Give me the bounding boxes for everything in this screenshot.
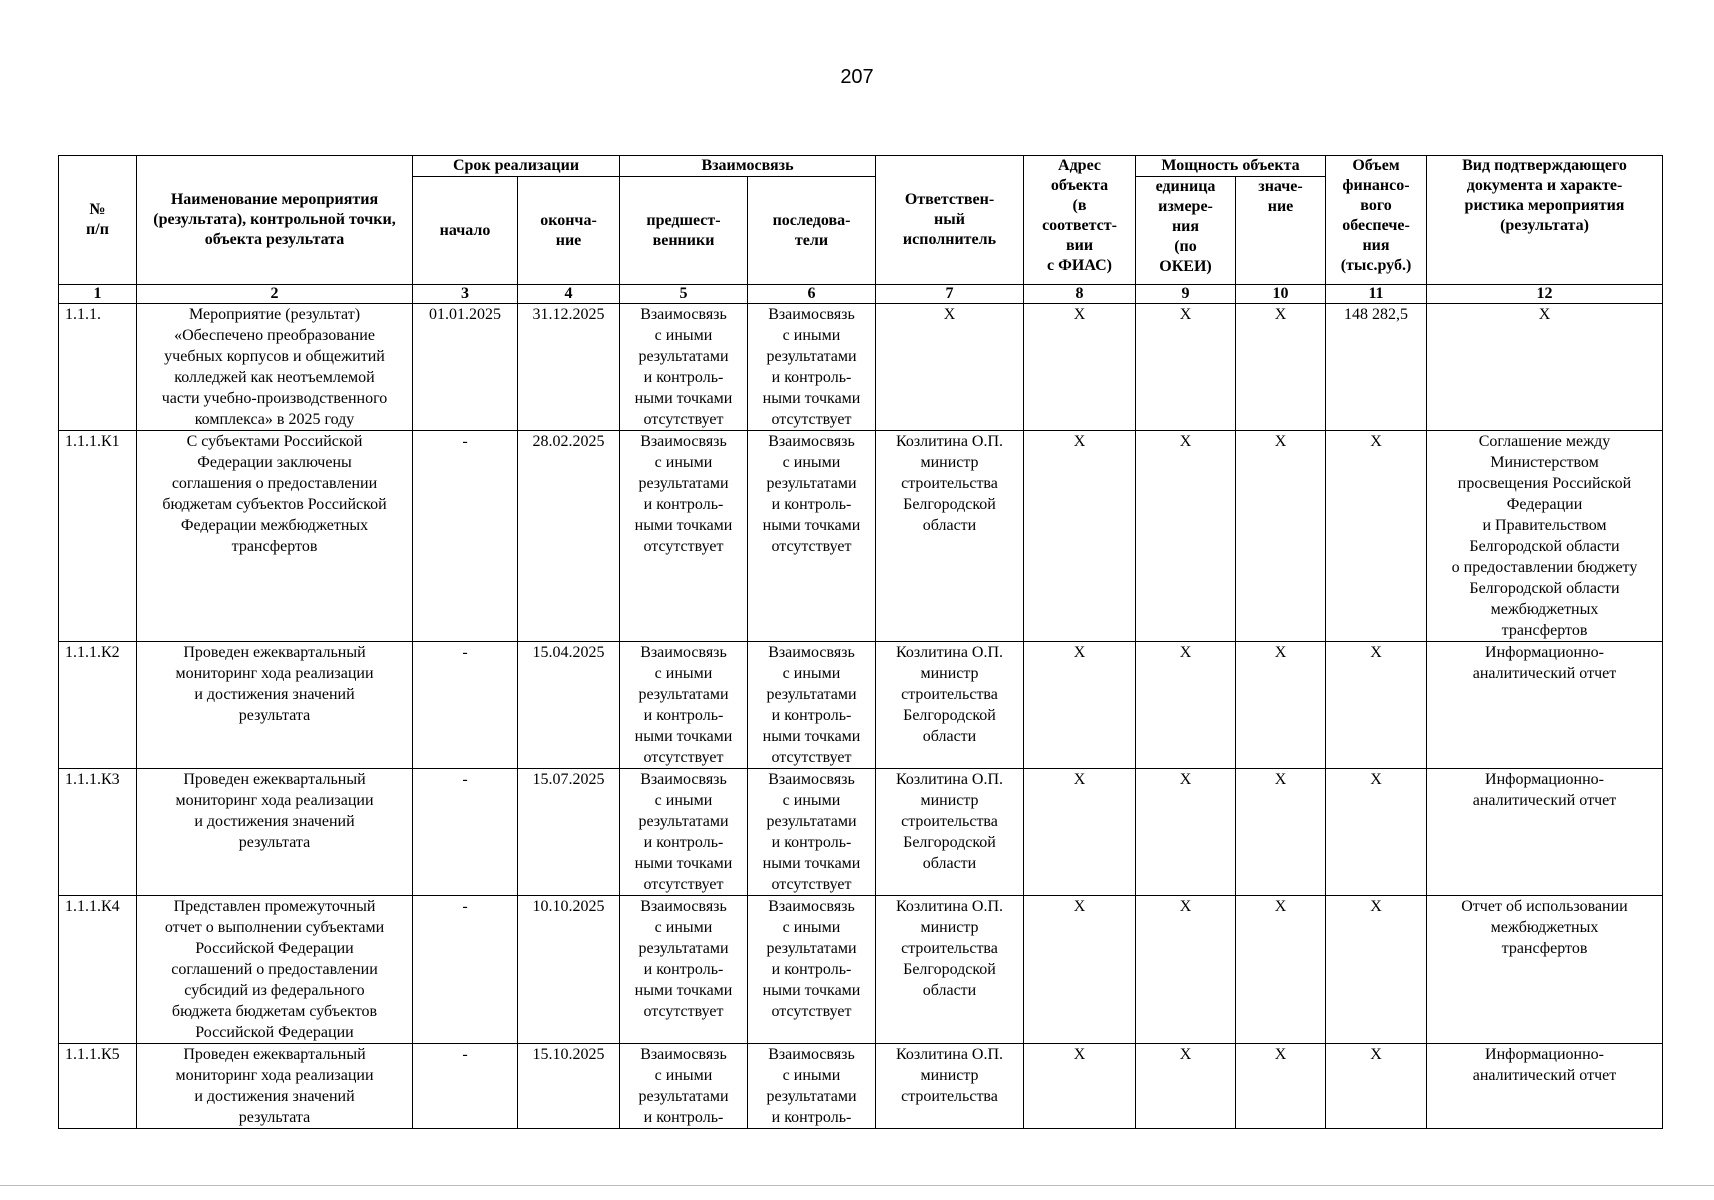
row-posl: Взаимосвязь с иными результатами и контроль- [748,1044,876,1129]
header-doc: Вид подтверждающего документа и характе- ристика мероприятия (результата) [1427,156,1663,285]
row-otv: Козлитина О.П. министр строительства Белгородской области [876,431,1024,642]
table-row [59,642,1663,769]
row-addr: X [1024,642,1136,769]
row-pred: Взаимосвязь с иными результатами и контроль- ными точками отсутствует [620,769,748,896]
row-fin: X [1326,896,1427,1044]
row-start: 01.01.2025 [413,304,518,431]
row-unit: X [1136,431,1236,642]
row-otv: Козлитина О.П. министр строительства [876,1044,1024,1129]
row-doc: Информационно- аналитический отчет [1427,1044,1663,1129]
row-unit: X [1136,642,1236,769]
row-addr: X [1024,304,1136,431]
column-number: 5 [620,285,748,304]
row-posl: Взаимосвязь с иными результатами и контроль- ными точками отсутствует [748,896,876,1044]
column-number: 3 [413,285,518,304]
table-header [59,156,1663,304]
header-moshch: Мощность объекта [1136,156,1326,177]
row-fin: X [1326,431,1427,642]
header-posl: последова- тели [748,177,876,285]
row-pred: Взаимосвязь с иными результатами и контроль- ными точками отсутствует [620,642,748,769]
header-srok: Срок реализации [413,156,620,177]
header-pred: предшест- венники [620,177,748,285]
row-pred: Взаимосвязь с иными результатами и контроль- [620,1044,748,1129]
row-num: 1.1.1.К4 [59,896,137,1044]
table-row [59,304,1663,431]
header-start: начало [413,177,518,285]
row-otv: Козлитина О.П. министр строительства Белгородской области [876,769,1024,896]
row-addr: X [1024,1044,1136,1129]
row-fin: X [1326,1044,1427,1129]
table-row [59,769,1663,896]
header-unit: единица измере- ния (по ОКЕИ) [1136,177,1236,285]
row-otv: X [876,304,1024,431]
row-addr: X [1024,769,1136,896]
column-number: 6 [748,285,876,304]
row-fin: X [1326,642,1427,769]
page-edge-line [0,1185,1714,1186]
row-start: - [413,1044,518,1129]
row-value: X [1236,896,1326,1044]
row-value: X [1236,769,1326,896]
header-vzaim: Взаимосвязь [620,156,876,177]
row-unit: X [1136,896,1236,1044]
column-number: 9 [1136,285,1236,304]
row-doc: Отчет об использовании межбюджетных трансфертов [1427,896,1663,1044]
row-start: - [413,642,518,769]
row-doc: X [1427,304,1663,431]
table-row [59,1044,1663,1129]
table-row [59,896,1663,1044]
header-value: значе- ние [1236,177,1326,285]
row-pred: Взаимосвязь с иными результатами и контроль- ными точками отсутствует [620,304,748,431]
column-number: 7 [876,285,1024,304]
column-number: 4 [518,285,620,304]
row-doc: Соглашение между Министерством просвещения Российской Федерации и Правительством Белгородской области о предоставлении бюджету Белгородской области межбюджетных трансфертов [1427,431,1663,642]
header-name: Наименование мероприятия (результата), контрольной точки, объекта результата [137,156,413,285]
row-num: 1.1.1.К1 [59,431,137,642]
row-addr: X [1024,896,1136,1044]
header-num: № п/п [59,156,137,285]
row-pred: Взаимосвязь с иными результатами и контроль- ными точками отсутствует [620,431,748,642]
column-number: 10 [1236,285,1326,304]
row-fin: 148 282,5 [1326,304,1427,431]
column-number: 11 [1326,285,1427,304]
row-name: Мероприятие (результат) «Обеспечено преобразование учебных корпусов и общежитий колледжей как неотъемлемой части учебно-производственного комплекса» в 2025 году [137,304,413,431]
column-number: 12 [1427,285,1663,304]
row-name: Представлен промежуточный отчет о выполнении субъектами Российской Федерации соглашений о предоставлении субсидий из федерального бюджета бюджетам субъектов Российской Федерации [137,896,413,1044]
row-end: 15.10.2025 [518,1044,620,1129]
row-end: 10.10.2025 [518,896,620,1044]
row-start: - [413,896,518,1044]
table-body [59,304,1663,1129]
plan-table [58,155,1663,1129]
column-numbers-row [59,285,1663,304]
row-end: 15.07.2025 [518,769,620,896]
row-num: 1.1.1.К3 [59,769,137,896]
row-fin: X [1326,769,1427,896]
row-num: 1.1.1.К5 [59,1044,137,1129]
row-addr: X [1024,431,1136,642]
row-unit: X [1136,769,1236,896]
column-number: 1 [59,285,137,304]
row-pred: Взаимосвязь с иными результатами и контроль- ными точками отсутствует [620,896,748,1044]
column-number: 2 [137,285,413,304]
row-posl: Взаимосвязь с иными результатами и контроль- ными точками отсутствует [748,304,876,431]
row-value: X [1236,642,1326,769]
row-name: Проведен ежеквартальный мониторинг хода реализации и достижения значений результата [137,1044,413,1129]
row-otv: Козлитина О.П. министр строительства Белгородской области [876,896,1024,1044]
row-name: Проведен ежеквартальный мониторинг хода реализации и достижения значений результата [137,769,413,896]
row-name: С субъектами Российской Федерации заключены соглашения о предоставлении бюджетам субъектов Российской Федерации межбюджетных трансфертов [137,431,413,642]
row-doc: Информационно- аналитический отчет [1427,642,1663,769]
row-num: 1.1.1. [59,304,137,431]
page-number: 207 [840,66,874,88]
row-start: - [413,769,518,896]
row-end: 28.02.2025 [518,431,620,642]
row-num: 1.1.1.К2 [59,642,137,769]
row-unit: X [1136,304,1236,431]
row-otv: Козлитина О.П. министр строительства Белгородской области [876,642,1024,769]
row-doc: Информационно- аналитический отчет [1427,769,1663,896]
column-number: 8 [1024,285,1136,304]
header-otv: Ответствен- ный исполнитель [876,156,1024,285]
row-posl: Взаимосвязь с иными результатами и контроль- ными точками отсутствует [748,642,876,769]
row-posl: Взаимосвязь с иными результатами и контроль- ными точками отсутствует [748,431,876,642]
header-addr: Адрес объекта (в соответст- вии с ФИАС) [1024,156,1136,285]
header-fin: Объем финансо- вого обеспече- ния (тыс.руб.) [1326,156,1427,285]
row-name: Проведен ежеквартальный мониторинг хода реализации и достижения значений результата [137,642,413,769]
row-value: X [1236,304,1326,431]
row-posl: Взаимосвязь с иными результатами и контроль- ными точками отсутствует [748,769,876,896]
row-start: - [413,431,518,642]
header-end: оконча- ние [518,177,620,285]
row-value: X [1236,1044,1326,1129]
row-end: 31.12.2025 [518,304,620,431]
table-row [59,431,1663,642]
row-unit: X [1136,1044,1236,1129]
row-end: 15.04.2025 [518,642,620,769]
row-value: X [1236,431,1326,642]
